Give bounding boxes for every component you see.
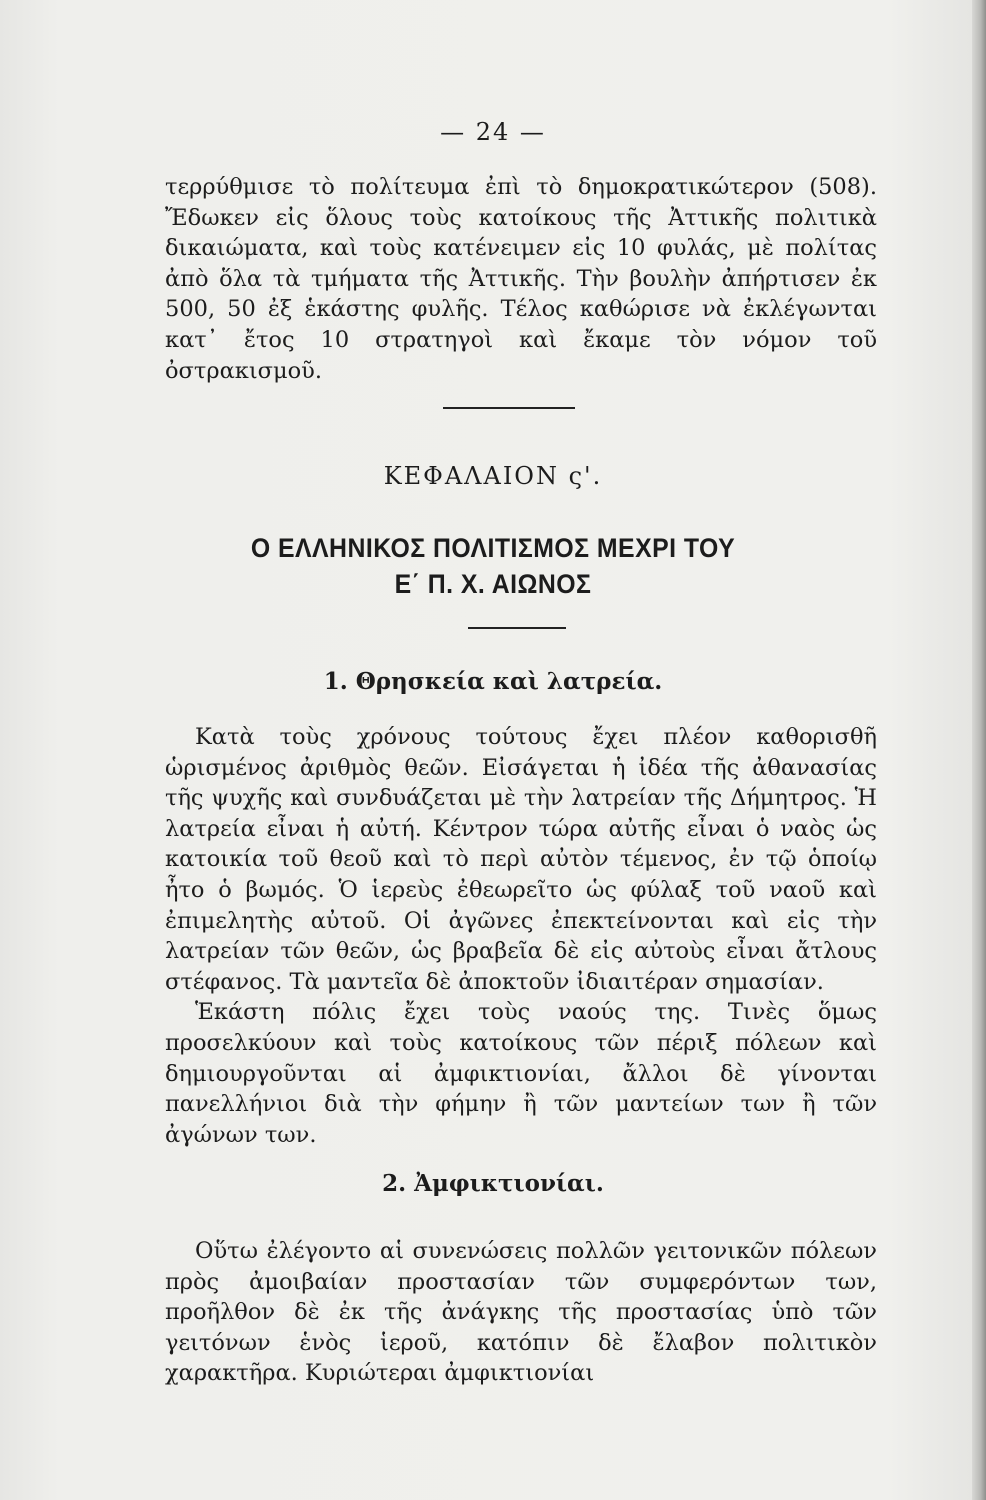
section-2-paragraph-1: Οὕτω ἐλέγοντο αἱ συνενώσεις πολλῶν γειτονικῶν πόλεων πρὸς ἀμοιβαίαν προστασίαν τῶν συμφερόντων των, προῆλθον δὲ ἐκ τῆς ἀνάγκης τῆς προστασίας ὑπὸ τῶν γειτόνων ἑνὸς ἱεροῦ, κατόπιν δὲ ἔλαβον πολιτικὸν χαρακτῆρα. Κυριώτεραι ἀμφικτιονίαι [165, 1238, 877, 1387]
section-2-body [165, 1236, 877, 1389]
divider-top [443, 407, 575, 409]
intro-text: τερρύθμισε τὸ πολίτευμα ἐπὶ τὸ δημοκρατικώτερον (508). Ἔδωκεν εἰς ὅλους τοὺς κατοίκους τῆς Ἀττικῆς πολιτικὰ δικαιώματα, καὶ τοὺς κατένειμεν εἰς 10 φυλάς, μὲ πολίτας ἀπὸ ὅλα τὰ τμήματα τῆς Ἀττικῆς. Τὴν βουλὴν ἀπήρτισεν ἐκ 500, 50 ἐξ ἑκάστης φυλῆς. Τέλος καθώρισε νὰ ἐκλέγωνται κατ᾽ ἔτος 10 στρατηγοὶ καὶ ἔκαμε τὸν νόμον τοῦ ὀστρακισμοῦ. [165, 174, 877, 384]
section-heading-2: 2. Ἀμφικτιονίαι. [382, 1170, 604, 1197]
chapter-label: ΚΕΦΑΛΑΙΟΝ ς'. [383, 462, 603, 490]
chapter-title-line1: Ο ΕΛΛΗΝΙΚΟΣ ΠΟΛΙΤΙΣΜΟΣ ΜΕΧΡΙ ΤΟΥ [250, 533, 736, 563]
intro-paragraph [165, 172, 877, 386]
chapter-title [39, 530, 946, 602]
section-1-body [165, 722, 877, 1150]
section-1-paragraph-1: Κατὰ τοὺς χρόνους τούτους ἔχει πλέον καθορισθῆ ὡρισμένος ἀριθμὸς θεῶν. Εἰσάγεται ἡ ἰδέα τῆς ἀθανασίας τῆς ψυχῆς καὶ συνδυάζεται μὲ τὴν λατρείαν τῆς Δήμητρος. Ἡ λατρεία εἶναι ἡ αὐτή. Κέντρον τώρα αὐτῆς εἶναι ὁ ναὸς ὡς κατοικία τοῦ θεοῦ καὶ τὸ περὶ αὐτὸν τέμενος, ἐν τῷ ὁποίῳ ἦτο ὁ βωμός. Ὁ ἱερεὺς ἐθεωρεῖτο ὡς φύλαξ τοῦ ναοῦ καὶ ἐπιμελητὴς αὐτοῦ. Οἱ ἀγῶνες ἐπεκτείνονται καὶ εἰς τὴν λατρείαν τῶν θεῶν, ὡς βραβεῖα δὲ εἰς αὐτοὺς εἶναι ἄτλους στέφανος. Τὰ μαντεῖα δὲ ἀποκτοῦν ἰδιαιτέραν σημασίαν. [165, 724, 877, 995]
section-1-paragraph-2: Ἑκάστη πόλις ἔχει τοὺς ναούς της. Τινὲς ὅμως προσελκύουν καὶ τοὺς κατοίκους τῶν πέριξ πόλεων καὶ δημιουργοῦνται αἱ ἀμφικτιονίαι, ἄλλοι δὲ γίνονται πανελλήνιοι διὰ τὴν φήμην ἢ τῶν μαντείων των ἢ τῶν ἀγώνων των. [165, 999, 877, 1148]
divider-bottom [468, 627, 566, 629]
chapter-title-line2: Ε΄ Π. Χ. ΑΙΩΝΟΣ [394, 569, 592, 599]
section-heading-1: 1. Θρησκεία καὶ λατρεία. [323, 668, 663, 695]
page-number: — 24 — [440, 118, 546, 146]
page-edge [972, 0, 986, 1500]
